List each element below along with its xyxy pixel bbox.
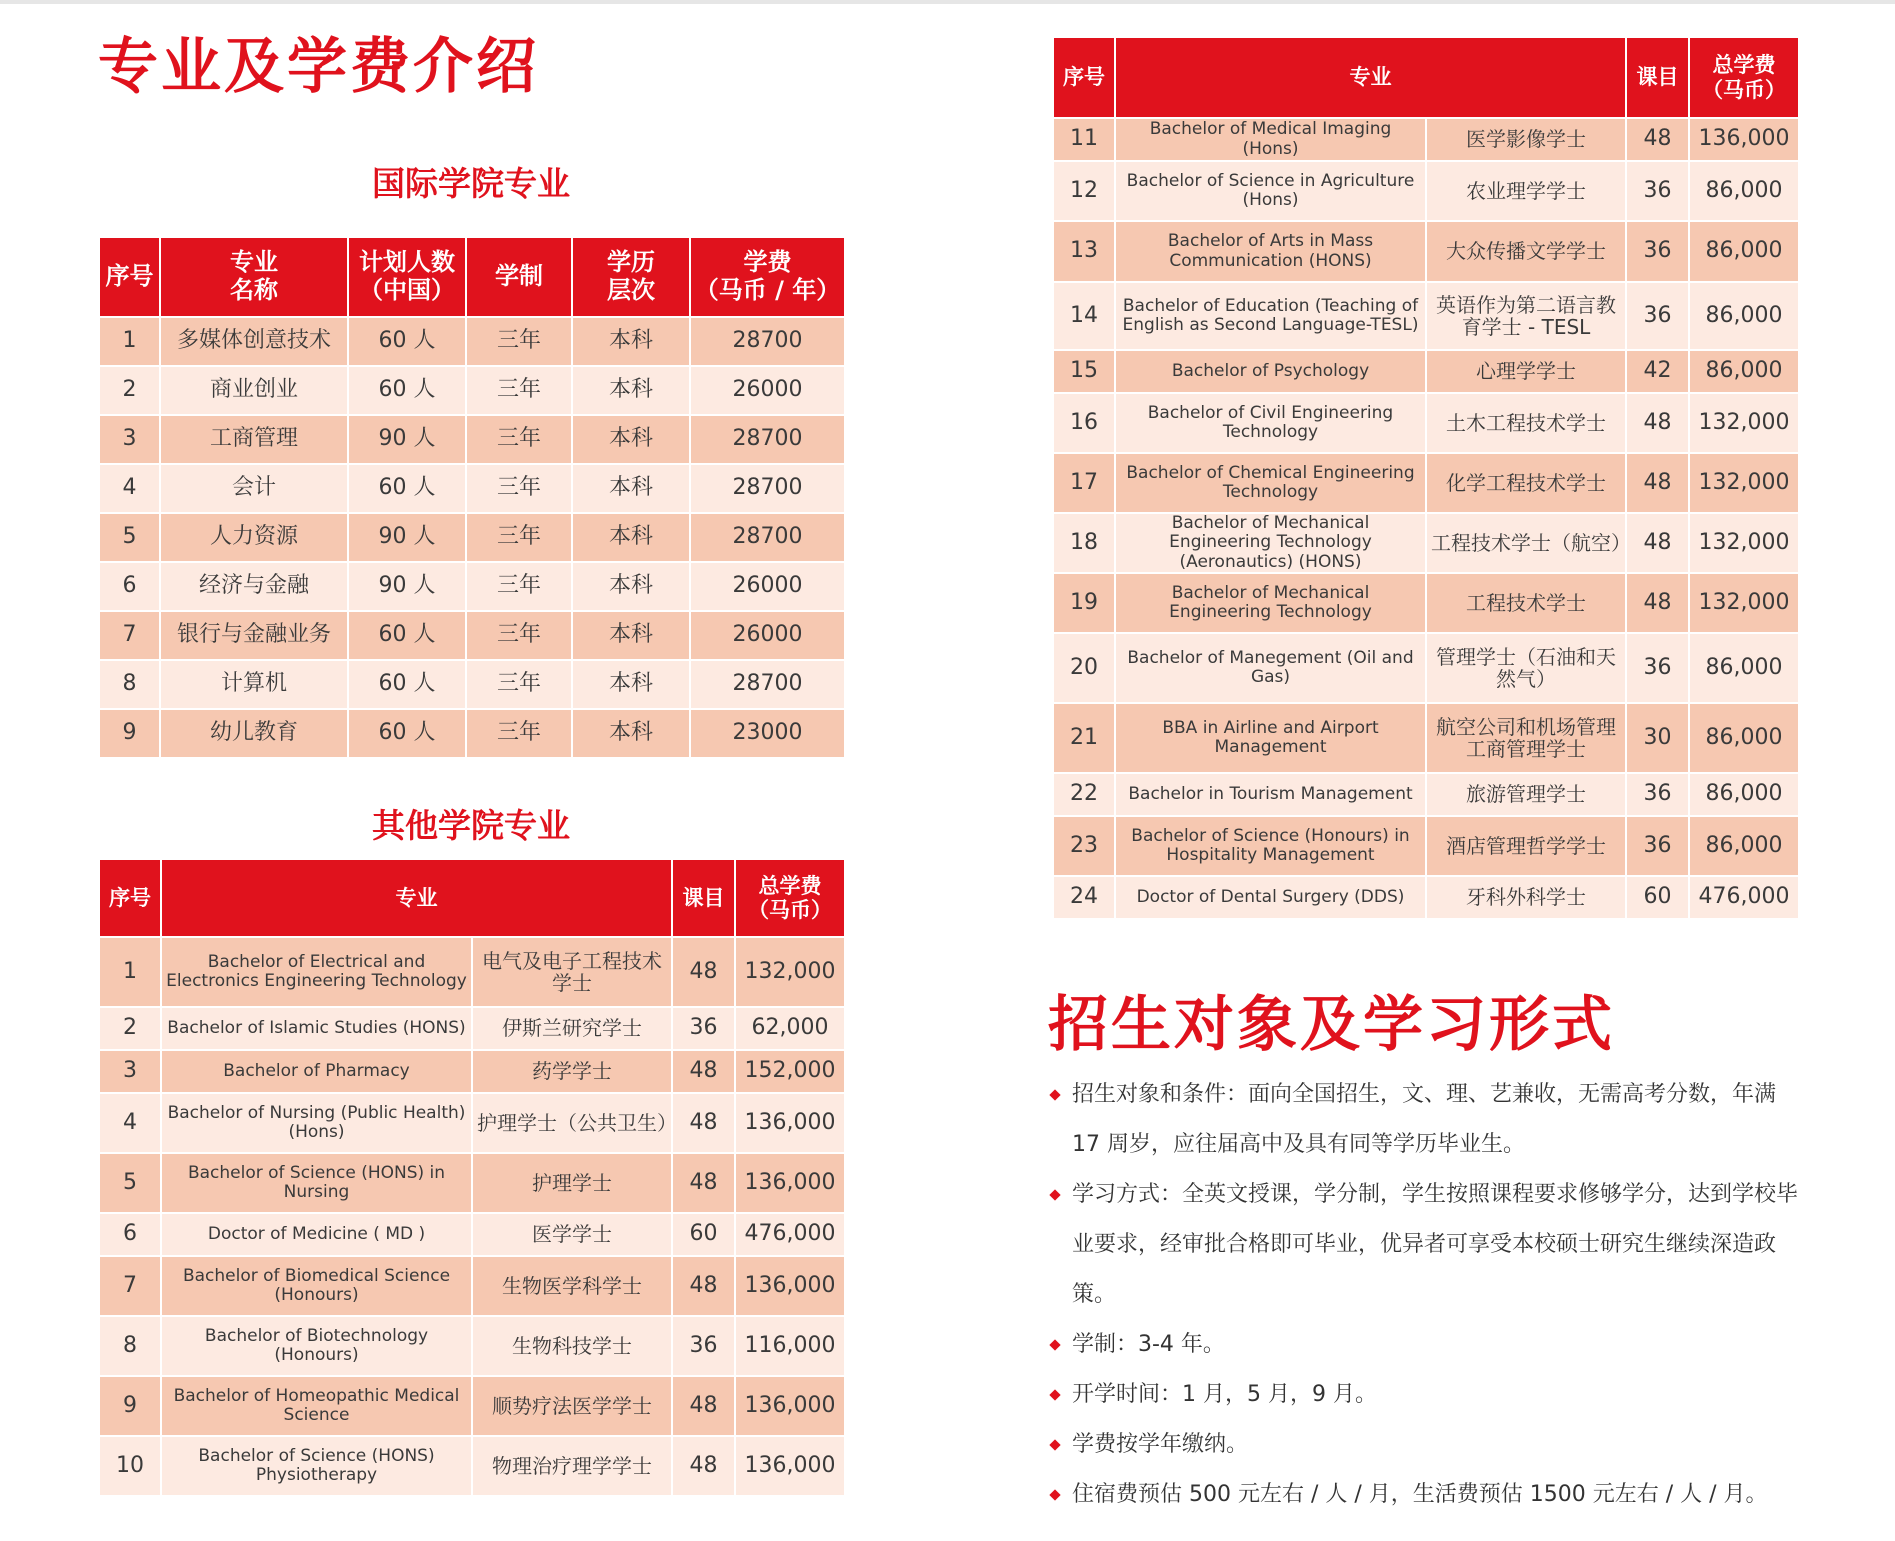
right-cell-program-en: Bachelor of Arts in Mass Communication (HONS) [1115, 221, 1426, 282]
table-row [99, 1050, 845, 1093]
other-header-1: 专业 [161, 859, 672, 937]
other-cell-courses: 48 [672, 1436, 735, 1496]
intl-cell-duration: 三年 [466, 660, 572, 709]
intl-cell-level: 本科 [572, 366, 690, 415]
right-cell-program-cn: 英语作为第二语言教育学士 - TESL [1426, 282, 1626, 350]
right-cell-index: 18 [1053, 513, 1115, 573]
other-cell-program-cn: 伊斯兰研究学士 [472, 1007, 672, 1050]
other-cell-program-en: Bachelor of Biotechnology (Honours) [161, 1316, 472, 1376]
intl-cell-name: 人力资源 [160, 513, 348, 562]
requirement-text: 学习方式：全英文授课，学分制，学生按照课程要求修够学分，达到学校毕业要求，经审批合格即可毕业，优异者可享受本校硕士研究生继续深造政策。 [1072, 1182, 1799, 1307]
intl-cell-quota: 90 人 [348, 562, 466, 611]
other-cell-total-fee: 132,000 [735, 937, 845, 1007]
intl-cell-fee: 26000 [690, 366, 845, 415]
right-cell-index: 23 [1053, 816, 1115, 876]
table-row [1053, 513, 1799, 573]
table-row [99, 937, 845, 1007]
right-cell-total-fee: 476,000 [1689, 876, 1799, 919]
other-cell-program-en: Bachelor of Science (HONS) in Nursing [161, 1153, 472, 1213]
intl-heading: 国际学院专业 [372, 164, 570, 203]
right-cell-courses: 60 [1626, 876, 1689, 919]
intl-cell-index: 5 [99, 513, 160, 562]
intl-cell-name: 计算机 [160, 660, 348, 709]
other-cell-index: 3 [99, 1050, 161, 1093]
intl-cell-quota: 60 人 [348, 611, 466, 660]
table-row [1053, 282, 1799, 350]
right-cell-program-en: Bachelor of Mechanical Engineering Technology (Aeronautics) (HONS) [1115, 513, 1426, 573]
intl-cell-fee: 28700 [690, 513, 845, 562]
other-cell-program-en: Bachelor of Science (HONS) Physiotherapy [161, 1436, 472, 1496]
intl-cell-duration: 三年 [466, 709, 572, 758]
right-cell-program-en: Bachelor of Medical Imaging (Hons) [1115, 118, 1426, 161]
other-cell-program-en: Bachelor of Pharmacy [161, 1050, 472, 1093]
other-cell-program-en: Bachelor of Nursing (Public Health) (Hons) [161, 1093, 472, 1153]
intl-cell-index: 4 [99, 464, 160, 513]
intl-cell-quota: 60 人 [348, 366, 466, 415]
intl-cell-level: 本科 [572, 660, 690, 709]
requirement-item [1048, 1370, 1808, 1420]
right-cell-program-cn: 医学影像学士 [1426, 118, 1626, 161]
intl-cell-quota: 60 人 [348, 709, 466, 758]
table-row [99, 1213, 845, 1256]
other-cell-total-fee: 136,000 [735, 1256, 845, 1316]
table-row [1053, 453, 1799, 513]
right-cell-total-fee: 86,000 [1689, 633, 1799, 703]
other-cell-courses: 48 [672, 1256, 735, 1316]
right-cell-program-cn: 牙科外科学士 [1426, 876, 1626, 919]
intl-cell-quota: 60 人 [348, 464, 466, 513]
table-row [99, 1436, 845, 1496]
requirement-text: 招生对象和条件：面向全国招生，文、理、艺兼收，无需高考分数，年满 17 周岁，应往届高中及具有同等学历毕业生。 [1072, 1082, 1777, 1157]
right-cell-index: 16 [1053, 393, 1115, 453]
other-header-row [99, 859, 845, 937]
right-cell-program-en: Bachelor of Mechanical Engineering Technology [1115, 573, 1426, 633]
other-cell-courses: 48 [672, 1093, 735, 1153]
requirement-item [1048, 1320, 1808, 1370]
diamond-bullet-icon [1049, 1389, 1060, 1400]
intl-cell-level: 本科 [572, 464, 690, 513]
intl-cell-index: 7 [99, 611, 160, 660]
intl-cell-name: 会计 [160, 464, 348, 513]
other-cell-program-en: Bachelor of Islamic Studies (HONS) [161, 1007, 472, 1050]
intl-cell-fee: 28700 [690, 660, 845, 709]
other-heading: 其他学院专业 [372, 806, 570, 845]
intl-cell-duration: 三年 [466, 415, 572, 464]
intl-header-1: 专业 名称 [160, 237, 348, 317]
table-row [99, 1007, 845, 1050]
other-cell-program-en: Bachelor of Biomedical Science (Honours) [161, 1256, 472, 1316]
intl-cell-quota: 60 人 [348, 317, 466, 366]
right-cell-courses: 36 [1626, 633, 1689, 703]
right-cell-program-en: Bachelor of Civil Engineering Technology [1115, 393, 1426, 453]
table-row [1053, 816, 1799, 876]
right-cell-total-fee: 136,000 [1689, 118, 1799, 161]
table-row [1053, 633, 1799, 703]
right-cell-index: 21 [1053, 703, 1115, 773]
right-cell-courses: 48 [1626, 453, 1689, 513]
requirements-title: 招生对象及学习形式 [1048, 990, 1615, 1060]
other-cell-program-en: Bachelor of Homeopathic Medical Science [161, 1376, 472, 1436]
intl-cell-fee: 28700 [690, 317, 845, 366]
other-cell-program-cn: 生物科技学士 [472, 1316, 672, 1376]
right-cell-index: 15 [1053, 350, 1115, 393]
requirement-item [1048, 1420, 1808, 1470]
right-cell-total-fee: 132,000 [1689, 573, 1799, 633]
intl-cell-level: 本科 [572, 415, 690, 464]
other-cell-courses: 36 [672, 1316, 735, 1376]
right-cell-program-en: Bachelor of Chemical Engineering Technology [1115, 453, 1426, 513]
other-cell-index: 6 [99, 1213, 161, 1256]
intl-cell-index: 3 [99, 415, 160, 464]
table-row [1053, 161, 1799, 221]
other-table-body [99, 937, 845, 1496]
right-cell-total-fee: 132,000 [1689, 453, 1799, 513]
right-cell-program-cn: 农业理学学士 [1426, 161, 1626, 221]
intl-cell-quota: 90 人 [348, 415, 466, 464]
diamond-bullet-icon [1049, 1489, 1060, 1500]
other-cell-program-cn: 电气及电子工程技术学士 [472, 937, 672, 1007]
right-cell-total-fee: 86,000 [1689, 773, 1799, 816]
right-cell-index: 14 [1053, 282, 1115, 350]
diamond-bullet-icon [1049, 1339, 1060, 1350]
intl-cell-fee: 28700 [690, 464, 845, 513]
right-cell-program-en: Doctor of Dental Surgery (DDS) [1115, 876, 1426, 919]
right-cell-program-en: Bachelor of Education (Teaching of English as Second Language-TESL) [1115, 282, 1426, 350]
intl-cell-index: 8 [99, 660, 160, 709]
right-cell-program-en: Bachelor of Manegement (Oil and Gas) [1115, 633, 1426, 703]
requirement-item [1048, 1170, 1808, 1320]
right-cell-courses: 36 [1626, 282, 1689, 350]
right-cell-index: 19 [1053, 573, 1115, 633]
right-cell-courses: 48 [1626, 393, 1689, 453]
right-cell-courses: 48 [1626, 573, 1689, 633]
right-cell-program-cn: 大众传播文学学士 [1426, 221, 1626, 282]
other-cell-courses: 60 [672, 1213, 735, 1256]
intl-header-row [99, 237, 845, 317]
intl-header-3: 学制 [466, 237, 572, 317]
right-cell-courses: 48 [1626, 513, 1689, 573]
other-cell-index: 5 [99, 1153, 161, 1213]
other-cell-courses: 48 [672, 1376, 735, 1436]
intl-cell-level: 本科 [572, 709, 690, 758]
intl-cell-duration: 三年 [466, 513, 572, 562]
table-row [99, 415, 845, 464]
other-cell-program-cn: 护理学士 [472, 1153, 672, 1213]
diamond-bullet-icon [1049, 1089, 1060, 1100]
requirements-list [1048, 1070, 1808, 1520]
requirement-text: 开学时间：1 月，5 月，9 月。 [1072, 1382, 1377, 1407]
intl-header-5: 学费 （马币 / 年） [690, 237, 845, 317]
right-cell-courses: 36 [1626, 816, 1689, 876]
right-cell-total-fee: 86,000 [1689, 221, 1799, 282]
requirement-item [1048, 1470, 1808, 1520]
other-header-2: 课目 [672, 859, 735, 937]
right-cell-program-cn: 土木工程技术学士 [1426, 393, 1626, 453]
other-cell-program-en: Bachelor of Electrical and Electronics Engineering Technology [161, 937, 472, 1007]
right-cell-program-cn: 旅游管理学士 [1426, 773, 1626, 816]
other-programs-table [98, 858, 846, 1497]
table-row [99, 1316, 845, 1376]
other-cell-index: 2 [99, 1007, 161, 1050]
right-cell-program-cn: 工程技术学士（航空） [1426, 513, 1626, 573]
table-row [1053, 773, 1799, 816]
right-cell-program-cn: 酒店管理哲学学士 [1426, 816, 1626, 876]
other-cell-total-fee: 62,000 [735, 1007, 845, 1050]
right-cell-total-fee: 132,000 [1689, 513, 1799, 573]
table-row [1053, 876, 1799, 919]
intl-cell-index: 6 [99, 562, 160, 611]
table-row [99, 366, 845, 415]
intl-cell-name: 多媒体创意技术 [160, 317, 348, 366]
intl-cell-quota: 90 人 [348, 513, 466, 562]
intl-cell-name: 商业创业 [160, 366, 348, 415]
other-cell-program-cn: 药学学士 [472, 1050, 672, 1093]
table-row [1053, 221, 1799, 282]
intl-cell-fee: 28700 [690, 415, 845, 464]
right-cell-courses: 36 [1626, 773, 1689, 816]
requirement-item [1048, 1070, 1808, 1170]
other-cell-total-fee: 136,000 [735, 1153, 845, 1213]
table-row [99, 1093, 845, 1153]
intl-cell-fee: 26000 [690, 611, 845, 660]
right-table-body [1053, 118, 1799, 919]
intl-cell-level: 本科 [572, 562, 690, 611]
page-title: 专业及学费介绍 [98, 32, 539, 102]
other-cell-total-fee: 136,000 [735, 1436, 845, 1496]
right-cell-total-fee: 86,000 [1689, 161, 1799, 221]
intl-cell-fee: 26000 [690, 562, 845, 611]
requirement-text: 学费按学年缴纳。 [1072, 1432, 1249, 1457]
other-cell-index: 9 [99, 1376, 161, 1436]
table-row [99, 1256, 845, 1316]
requirement-text: 住宿费预估 500 元左右 / 人 / 月，生活费预估 1500 元左右 / 人 / 月。 [1072, 1482, 1768, 1507]
table-row [1053, 703, 1799, 773]
other-cell-program-cn: 物理治疗理学学士 [472, 1436, 672, 1496]
other-cell-index: 7 [99, 1256, 161, 1316]
right-cell-program-cn: 心理学学士 [1426, 350, 1626, 393]
diamond-bullet-icon [1049, 1439, 1060, 1450]
intl-cell-level: 本科 [572, 317, 690, 366]
diamond-bullet-icon [1049, 1189, 1060, 1200]
requirement-text: 学制：3-4 年。 [1072, 1332, 1225, 1357]
table-row [1053, 118, 1799, 161]
intl-cell-index: 9 [99, 709, 160, 758]
intl-cell-index: 1 [99, 317, 160, 366]
other-cell-index: 4 [99, 1093, 161, 1153]
table-row [99, 464, 845, 513]
intl-header-0: 序号 [99, 237, 160, 317]
right-cell-courses: 30 [1626, 703, 1689, 773]
right-header-2: 课目 [1626, 37, 1689, 118]
right-cell-index: 13 [1053, 221, 1115, 282]
right-cell-program-cn: 工程技术学士 [1426, 573, 1626, 633]
right-cell-courses: 36 [1626, 161, 1689, 221]
right-cell-program-en: Bachelor of Science in Agriculture (Hons) [1115, 161, 1426, 221]
other-cell-courses: 48 [672, 937, 735, 1007]
intl-cell-index: 2 [99, 366, 160, 415]
right-header-row [1053, 37, 1799, 118]
right-cell-total-fee: 86,000 [1689, 703, 1799, 773]
right-cell-index: 12 [1053, 161, 1115, 221]
intl-cell-name: 银行与金融业务 [160, 611, 348, 660]
intl-cell-name: 幼儿教育 [160, 709, 348, 758]
right-cell-index: 11 [1053, 118, 1115, 161]
table-row [99, 660, 845, 709]
right-cell-courses: 36 [1626, 221, 1689, 282]
other-cell-total-fee: 152,000 [735, 1050, 845, 1093]
table-row [99, 1376, 845, 1436]
other-cell-courses: 48 [672, 1153, 735, 1213]
right-cell-total-fee: 86,000 [1689, 282, 1799, 350]
right-cell-total-fee: 132,000 [1689, 393, 1799, 453]
right-cell-index: 22 [1053, 773, 1115, 816]
other-cell-program-cn: 护理学士（公共卫生） [472, 1093, 672, 1153]
intl-programs-table [98, 236, 846, 759]
right-cell-program-en: Bachelor in Tourism Management [1115, 773, 1426, 816]
other-cell-index: 8 [99, 1316, 161, 1376]
intl-cell-duration: 三年 [466, 317, 572, 366]
table-row [99, 611, 845, 660]
intl-cell-duration: 三年 [466, 366, 572, 415]
right-cell-courses: 42 [1626, 350, 1689, 393]
other-cell-total-fee: 116,000 [735, 1316, 845, 1376]
right-cell-index: 24 [1053, 876, 1115, 919]
right-cell-program-cn: 航空公司和机场管理工商管理学士 [1426, 703, 1626, 773]
intl-cell-quota: 60 人 [348, 660, 466, 709]
intl-cell-level: 本科 [572, 611, 690, 660]
intl-cell-name: 工商管理 [160, 415, 348, 464]
other-cell-total-fee: 476,000 [735, 1213, 845, 1256]
intl-cell-level: 本科 [572, 513, 690, 562]
table-row [99, 709, 845, 758]
other-cell-program-cn: 医学学士 [472, 1213, 672, 1256]
right-header-1: 专业 [1115, 37, 1626, 118]
table-row [99, 562, 845, 611]
right-cell-total-fee: 86,000 [1689, 350, 1799, 393]
table-row [99, 317, 845, 366]
right-header-0: 序号 [1053, 37, 1115, 118]
intl-cell-duration: 三年 [466, 611, 572, 660]
right-cell-program-cn: 化学工程技术学士 [1426, 453, 1626, 513]
table-row [1053, 573, 1799, 633]
other-programs-table-continued [1052, 36, 1800, 920]
other-cell-program-cn: 生物医学科学士 [472, 1256, 672, 1316]
right-cell-index: 17 [1053, 453, 1115, 513]
other-cell-courses: 36 [672, 1007, 735, 1050]
right-cell-program-en: Bachelor of Psychology [1115, 350, 1426, 393]
right-cell-total-fee: 86,000 [1689, 816, 1799, 876]
intl-cell-duration: 三年 [466, 464, 572, 513]
intl-header-4: 学历 层次 [572, 237, 690, 317]
right-cell-program-cn: 管理学士（石油和天然气） [1426, 633, 1626, 703]
right-header-3: 总学费 （马币） [1689, 37, 1799, 118]
other-cell-index: 1 [99, 937, 161, 1007]
intl-table-body [99, 317, 845, 758]
intl-cell-name: 经济与金融 [160, 562, 348, 611]
other-cell-program-en: Doctor of Medicine ( MD ) [161, 1213, 472, 1256]
other-cell-total-fee: 136,000 [735, 1376, 845, 1436]
intl-cell-duration: 三年 [466, 562, 572, 611]
table-row [99, 1153, 845, 1213]
right-cell-program-en: Bachelor of Science (Honours) in Hospitality Management [1115, 816, 1426, 876]
right-cell-program-en: BBA in Airline and Airport Management [1115, 703, 1426, 773]
table-row [1053, 350, 1799, 393]
other-header-0: 序号 [99, 859, 161, 937]
table-row [1053, 393, 1799, 453]
right-cell-index: 20 [1053, 633, 1115, 703]
other-cell-index: 10 [99, 1436, 161, 1496]
other-cell-total-fee: 136,000 [735, 1093, 845, 1153]
other-header-3: 总学费 （马币） [735, 859, 845, 937]
other-cell-courses: 48 [672, 1050, 735, 1093]
intl-header-2: 计划人数 （中国） [348, 237, 466, 317]
other-cell-program-cn: 顺势疗法医学学士 [472, 1376, 672, 1436]
right-cell-courses: 48 [1626, 118, 1689, 161]
intl-cell-fee: 23000 [690, 709, 845, 758]
top-border [0, 0, 1895, 4]
table-row [99, 513, 845, 562]
